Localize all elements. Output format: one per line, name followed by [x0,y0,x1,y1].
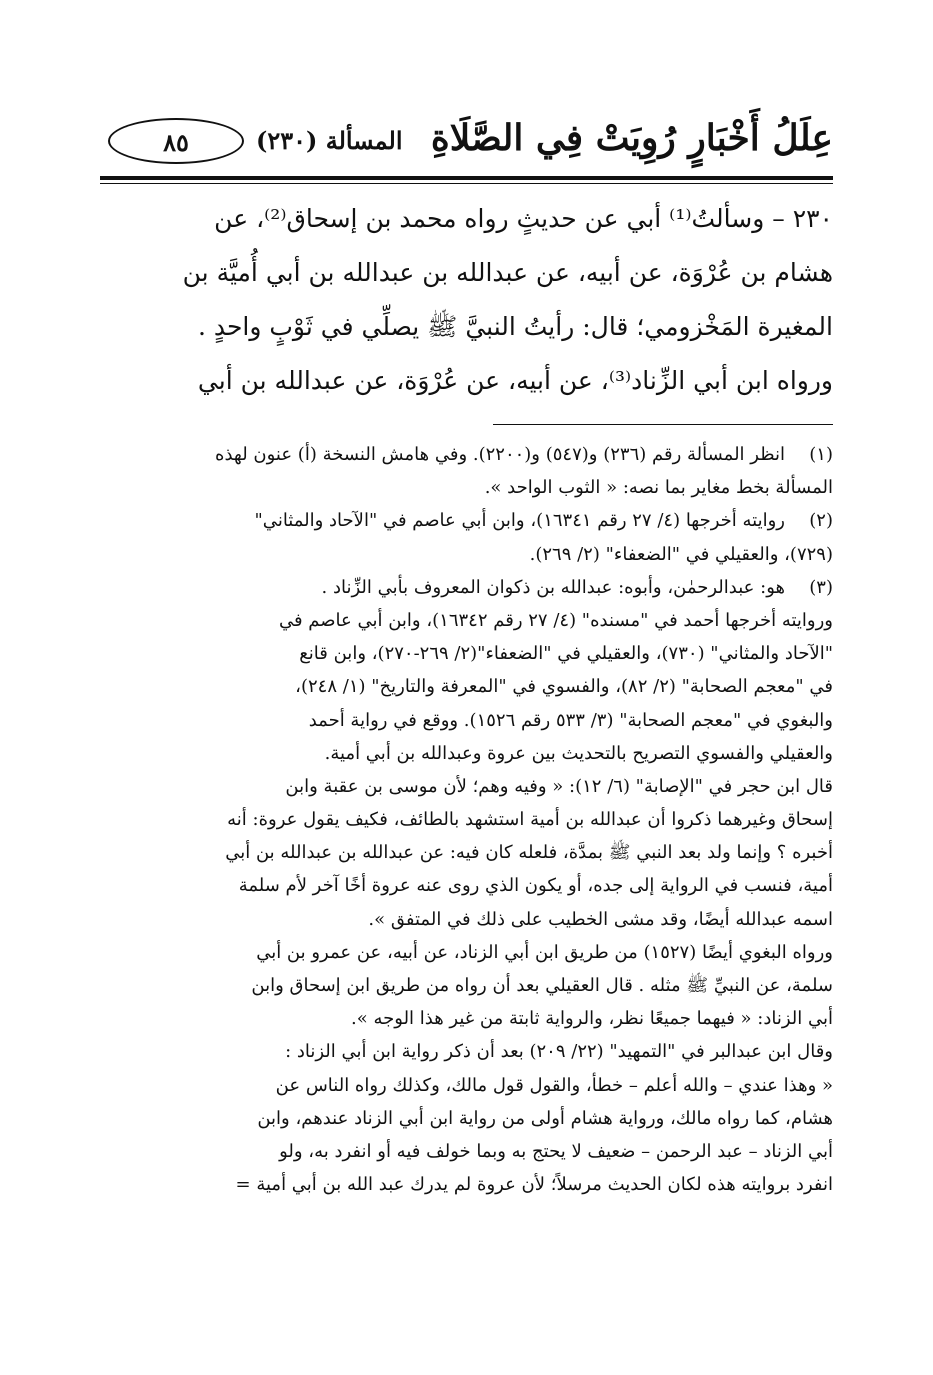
footnote-text: انفرد بروايته هذه لكان الحديث مرسلاً؛ لأن عروة لم يدرك عبد الله بن أبي أمية = [235,1174,833,1196]
footnote-number: (١) [809,444,833,465]
footnote-text: وقال ابن عبدالبر في "التمهيد" (٢٢/ ٢٠٩) بعد أن ذكر رواية ابن أبي الزناد : [285,1041,833,1063]
footnote-text: أبي الزناد – عبد الرحمن – ضعيف لا يحتج به وبما خولف فيه أو انفرد به، ولو [279,1140,833,1162]
footnote-text: قال ابن حجر في "الإصابة" (٦/ ١٢): « وفيه وهم؛ لأن موسى بن عقبة وابن [285,775,833,797]
footnote-text: (٧٢٩)، والعقيلي في "الضعفاء" (٢/ ٢٦٩). [529,543,833,565]
footnote-line [100,1002,833,1035]
footnote-line [100,803,833,836]
main-line: المغيرة المَخْزومي؛ قال: رأيتُ النبيَّ ﷺ يصلِّي في ثَوْبٍ واحدٍ . [197,312,833,341]
header-rule-thick [100,176,833,180]
footnote-line [100,869,833,902]
footnote-text: اسمه عبدالله أيضًا، وقد مشى الخطيب على ذلك في المتفق ». [368,908,833,930]
page-number-badge [108,118,244,164]
footnote-text: والبغوي في "معجم الصحابة" (٣/ ٥٣٣ رقم ١٥٢٦). ووقع في رواية أحمد [308,709,833,731]
footnote-text: هو: عبدالرحمٰن، وأبوه: عبدالله بن ذكوان المعروف بأبي الزِّناد . [321,576,785,598]
footnote-text: المسألة بخط مغاير بما نصه: « الثوب الواحد ». [484,477,833,499]
footnote-text: أبي الزناد: « فيهما جميعًا نظر، والرواية ثابتة من غير هذا الوجه ». [351,1008,833,1030]
footnote-text: أمية، فنسب في الرواية إلى جده، أو يكون الذي روى عنه عروة أخًا آخر لأم سلمة [238,875,833,897]
main-text [100,192,833,408]
book-title: عِلَلُ أَخْبَارٍ رُوِيَتْ فِي الصَّلَاةِ [430,117,833,159]
footnote-line [100,1069,833,1102]
footnote-number: (٢) [809,510,833,532]
footnote-text: ورواه البغوي أيضًا (١٥٢٧) من طريق ابن أبي الزناد، عن أبيه، عن عمرو بن أبي [256,941,833,963]
footnote-line [100,836,833,869]
footnote-line [100,471,833,504]
footnote-text: وروايته أخرجها أحمد في "مسنده" (٤/ ٢٧ رقم ١٦٣٤٢)، وابن أبي عاصم في [278,609,833,631]
footnote-line [100,1135,833,1168]
footnote-line [100,504,833,537]
footnote-line [100,637,833,670]
main-line: ورواه ابن أبي الزِّناد⁽³⁾، عن أبيه، عن عُرْوَة، عن عبدالله بن أبي [197,366,833,395]
footnote-text: أخبره ؟ وإنما ولد بعد النبي ﷺ بمدَّة، فلعله كان فيه: عن عبدالله بن عبدالله بن أبي [225,842,833,864]
footnote-line [100,969,833,1002]
footnote-line [100,936,833,969]
footnote-line [100,704,833,737]
footnote-line [100,903,833,936]
footnote-text: والعقيلي والفسوي التصريح بالتحديث بين عروة وعبدالله بن أبي أمية. [324,742,833,764]
footnote-line [100,438,833,471]
page-number: ٨٥ [163,128,189,157]
footnote-separator [493,424,833,425]
issue-label: المسألة (٢٣٠) [256,126,403,155]
footnote-line [100,571,833,604]
footnote-text: "الآحاد والمثاني" (٧٣٠)، والعقيلي في "الضعفاء"(٢/ ٢٦٩-٢٧٠)، وابن قانع [299,643,833,665]
footnote-text: في "معجم الصحابة" (٢/ ٨٢)، والفسوي في "المعرفة والتاريخ" (١/ ٢٤٨)، [295,676,833,698]
footnote-text: سلمة، عن النبيِّ ﷺ مثله . قال العقيلي بعد أن رواه من طريق ابن إسحاق وابن [251,975,833,996]
footnote-line [100,604,833,637]
footnote-text: إسحاق وغيرهما ذكروا أن عبدالله بن أمية استشهد بالطائف، فكيف يقول عروة: أنه [227,809,833,831]
footnotes [100,438,833,1201]
page-header [100,112,833,174]
header-rule-thin [100,183,833,184]
footnote-text: روايته أخرجها (٤/ ٢٧ رقم ١٦٣٤١)، وابن أبي عاصم في "الآحاد والمثاني" [254,510,785,532]
main-line: هشام بن عُرْوَة، عن أبيه، عن عبدالله بن عبدالله بن أبي أُميَّة بن [182,258,833,287]
footnote-number: (٣) [809,576,833,598]
footnote-text: انظر المسألة رقم (٢٣٦) و(٥٤٧) و(٢٢٠٠). وفي هامش النسخة (أ) عنون لهذه [215,444,785,465]
footnote-line [100,1168,833,1201]
footnote-line [100,1102,833,1135]
footnote-line [100,770,833,803]
footnote-line [100,538,833,571]
main-line: ٢٣٠ – وسألتُ⁽¹⁾ أبي عن حديثٍ رواه محمد بن إسحاق⁽²⁾، عن [214,204,833,233]
footnote-line [100,670,833,703]
footnote-line [100,737,833,770]
footnote-text: « وهذا عندي – والله أعلم – خطأ، والقول قول مالك، وكذلك رواه الناس عن [275,1074,833,1096]
footnote-line [100,1035,833,1068]
footnote-text: هشام، كما رواه مالك، ورواية هشام أولى من رواية ابن أبي الزناد عندهم، وابن [257,1107,833,1129]
